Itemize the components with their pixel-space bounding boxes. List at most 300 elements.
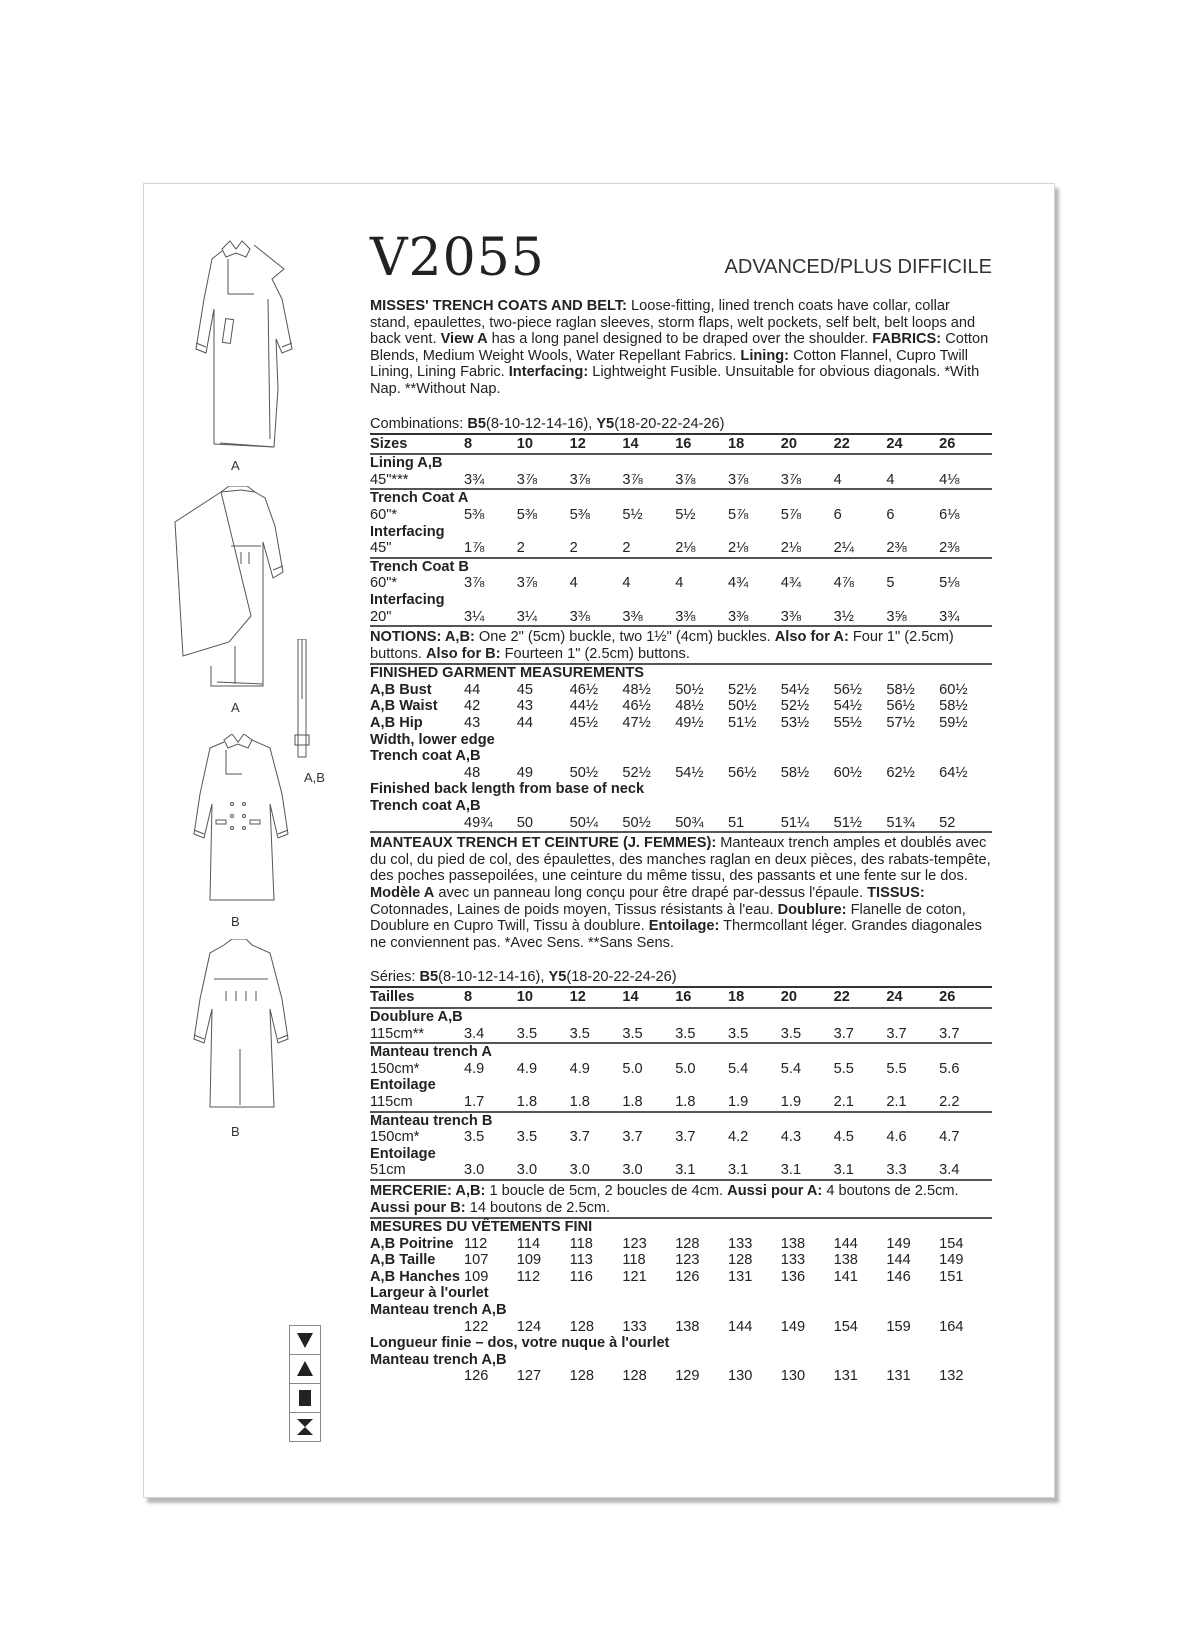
- measurement-cell: 58½: [886, 681, 915, 698]
- width-cell: 64½: [939, 764, 968, 781]
- yardage-row: [370, 540, 992, 558]
- sizes-label: Tailles: [370, 987, 464, 1008]
- yardage-cell: 3.0: [569, 1162, 590, 1179]
- yardage-title: Entoilage: [370, 1145, 436, 1162]
- length-cell: 129: [675, 1368, 700, 1385]
- measurement-cell: 144: [833, 1235, 858, 1252]
- measurement-cell: 149: [939, 1252, 964, 1269]
- yardage-cell: 3.1: [780, 1162, 802, 1179]
- yardage-row: [370, 609, 992, 626]
- width-row: [370, 765, 992, 782]
- combo-y5-sizes: (18-20-22-24-26): [614, 415, 725, 432]
- size-cell: 26: [939, 434, 992, 455]
- size-cell: 22: [834, 434, 887, 455]
- yardage-title-row: [370, 454, 992, 472]
- main-content: [370, 230, 992, 1385]
- size-cell: 12: [570, 987, 623, 1008]
- measurement-cell: 44: [464, 681, 481, 698]
- measurement-cell: 144: [886, 1252, 911, 1269]
- yardage-title: Trench Coat A: [370, 489, 992, 507]
- measurement-cell: 51½: [727, 715, 757, 732]
- measurement-row: [370, 682, 992, 699]
- measurement-cell: 118: [569, 1235, 593, 1252]
- yardage-cell: 4¾: [727, 575, 749, 592]
- length-cell: 50: [516, 814, 534, 831]
- width-sublabel: Trench coat A,B: [370, 748, 481, 765]
- yardage-title-row: [370, 1008, 992, 1026]
- measurement-cell: 44½: [569, 698, 598, 715]
- measurement-row: [370, 1269, 992, 1286]
- width-cell: 49: [516, 764, 534, 781]
- yardage-cell: 3.7: [833, 1025, 854, 1042]
- yardage-cell: 5⅞: [727, 506, 749, 523]
- interfacing-text: Thermcollant léger. Grandes diagonales ne conviennent pas. *Avec Sens. **Sans Sens.: [370, 918, 982, 951]
- measurement-label: A,B Hanches: [370, 1268, 461, 1285]
- yardage-cell: 3.5: [675, 1025, 696, 1042]
- width-sublabel: Manteau trench A,B: [370, 1302, 507, 1319]
- measurement-cell: 52½: [780, 698, 810, 715]
- size-cell: 8: [464, 434, 517, 455]
- measurement-cell: 58½: [939, 698, 968, 715]
- measurement-cell: 42: [464, 698, 481, 715]
- combo-b5: B5: [419, 969, 439, 986]
- measurement-cell: 128: [675, 1235, 700, 1252]
- yardage-title-row: [370, 1112, 992, 1130]
- measurement-cell: 126: [675, 1268, 700, 1285]
- notions-label: NOTIONS: A,B:: [370, 629, 475, 646]
- yardage-title-row: [370, 558, 992, 576]
- sizes-header-row: [370, 434, 992, 455]
- fabric-width: 150cm*: [370, 1129, 420, 1146]
- yardage-cell: 3.7: [675, 1129, 696, 1146]
- yardage-cell: 3¾: [464, 471, 485, 488]
- measurement-cell: 118: [622, 1252, 646, 1269]
- description-text: avec un panneau long conçu pour être drapé par-dessus l'épaule.: [434, 885, 868, 901]
- measurement-cell: 112: [464, 1235, 488, 1252]
- description-text: Loose-fitting, lined trench coats have collar, collar stand, epaulettes, two-piece raglan sleeves, storm flaps, welt pockets, self belt, belt loops and back vent.: [370, 298, 976, 348]
- measurement-cell: 60½: [939, 681, 968, 698]
- yardage-cell: 6: [833, 506, 842, 523]
- yardage-cell: 3⅜: [780, 608, 802, 625]
- width-label: Width, lower edge: [370, 731, 495, 748]
- yardage-cell: 5½: [622, 506, 643, 523]
- hourglass-icon: [289, 1412, 321, 1442]
- belt-illustration: [292, 639, 312, 759]
- size-cell: 10: [517, 987, 570, 1008]
- yardage-cell: 4: [569, 575, 578, 592]
- yardage-cell: 3⅞: [516, 471, 538, 488]
- length-row: [370, 815, 992, 832]
- view-a-label: Modèle A: [370, 885, 435, 901]
- view-label: A: [231, 458, 240, 473]
- measurement-cell: 48½: [675, 698, 704, 715]
- length-cell: 51½: [833, 814, 862, 831]
- yardage-cell: 3⅞: [516, 575, 538, 592]
- measurement-cell: 112: [516, 1268, 541, 1285]
- measurement-cell: 109: [516, 1252, 542, 1269]
- width-cell: 154: [833, 1318, 858, 1335]
- notions-a-text: 4 boutons de 2.5cm.: [822, 1182, 959, 1199]
- yardage-cell: 4¾: [780, 575, 802, 592]
- yardage-cell: 2.2: [939, 1093, 960, 1110]
- width-cell: 58½: [780, 764, 810, 781]
- width-cell: 48: [464, 764, 481, 781]
- yardage-cell: 3⅞: [675, 471, 696, 488]
- fabric-width: 45"***: [370, 471, 409, 488]
- description-heading: MISSES' TRENCH COATS AND BELT:: [370, 298, 627, 314]
- yardage-cell: 3.5: [622, 1025, 643, 1042]
- yardage-cell: 4: [833, 471, 842, 488]
- yardage-cell: 2⅛: [780, 540, 802, 557]
- length-cell: 50¼: [569, 814, 598, 831]
- yardage-cell: 5.0: [622, 1060, 643, 1077]
- yardage-cell: 3.5: [516, 1129, 538, 1146]
- view-a-front-illustration: [184, 239, 294, 454]
- measurement-cell: 57½: [886, 715, 915, 732]
- pattern-number: V2055: [370, 228, 545, 288]
- measurement-cell: 59½: [939, 715, 968, 732]
- size-cell: 26: [939, 987, 992, 1008]
- yardage-cell: 1.9: [727, 1093, 749, 1110]
- yardage-cell: 6⅛: [939, 506, 960, 523]
- yardage-cell: 5.6: [939, 1060, 960, 1077]
- yardage-cell: 2¼: [833, 540, 854, 557]
- combo-y5: Y5: [548, 969, 567, 986]
- width-cell: 54½: [675, 764, 704, 781]
- yardage-cell: 2⅛: [727, 540, 749, 557]
- yardage-cell: 2: [569, 540, 578, 557]
- notions-b-label: Also for B:: [425, 645, 501, 662]
- width-cell: 164: [939, 1318, 964, 1335]
- combo-b5-sizes: (8-10-12-14-16),: [486, 415, 597, 432]
- measurement-cell: 54½: [780, 681, 810, 698]
- measurement-cell: 154: [939, 1235, 964, 1252]
- yardage-title-row: [370, 1077, 992, 1094]
- yardage-cell: 4.3: [780, 1129, 802, 1146]
- notions-a-label: Also for A:: [774, 629, 849, 646]
- notions-a-label: Aussi pour A:: [727, 1182, 823, 1199]
- width-label: Largeur à l'ourlet: [370, 1285, 489, 1302]
- length-cell: 51¼: [780, 814, 810, 831]
- yardage-title-row: [370, 1146, 992, 1163]
- length-cell: 49¾: [464, 814, 493, 831]
- notions-text: 1 boucle de 5cm, 2 boucles de 4cm.: [485, 1182, 728, 1199]
- english-description: [370, 298, 992, 398]
- length-cell: 132: [939, 1368, 964, 1385]
- measurement-cell: 54½: [833, 698, 862, 715]
- measurement-label: A,B Poitrine: [370, 1235, 454, 1252]
- triangle-down-icon: [289, 1325, 321, 1354]
- measurement-cell: 43: [516, 698, 534, 715]
- measurement-cell: 45½: [569, 715, 598, 732]
- yardage-cell: 1.8: [516, 1093, 538, 1110]
- yardage-row: [370, 472, 992, 490]
- measurement-cell: 133: [780, 1252, 806, 1269]
- french-notions: [370, 1179, 992, 1217]
- length-cell: 130: [727, 1368, 753, 1385]
- yardage-cell: 3.1: [675, 1162, 696, 1179]
- yardage-title: Lining A,B: [370, 455, 443, 472]
- length-cell: 131: [833, 1368, 858, 1385]
- yardage-cell: 5.4: [727, 1060, 749, 1077]
- yardage-cell: 1.7: [464, 1093, 485, 1110]
- triangle-up-icon: [289, 1354, 321, 1383]
- yardage-cell: 3⅞: [622, 471, 643, 488]
- yardage-cell: 4.9: [516, 1060, 538, 1077]
- yardage-cell: 5⅜: [464, 506, 485, 523]
- yardage-cell: 5½: [675, 506, 696, 523]
- width-cell: 52½: [622, 764, 651, 781]
- yardage-cell: 3⅞: [780, 471, 802, 488]
- yardage-title: Doublure A,B: [370, 1008, 463, 1025]
- yardage-cell: 4.5: [833, 1129, 854, 1146]
- yardage-title: Manteau trench B: [370, 1112, 992, 1130]
- measurement-cell: 56½: [833, 681, 862, 698]
- fabric-width: 45": [370, 540, 392, 557]
- notions-b-text: Fourteen 1" (2.5cm) buttons.: [500, 645, 690, 662]
- yardage-cell: 3.7: [886, 1025, 907, 1042]
- notions-b-text: 14 boutons de 2.5cm.: [465, 1199, 611, 1216]
- measurement-cell: 121: [622, 1268, 647, 1285]
- measurement-cell: 149: [886, 1235, 911, 1252]
- view-label: A: [231, 700, 240, 715]
- yardage-cell: 3.0: [464, 1162, 485, 1179]
- yardage-cell: 5: [886, 575, 895, 592]
- yardage-cell: 3.1: [833, 1162, 854, 1179]
- yardage-cell: 5.0: [675, 1060, 696, 1077]
- lining-text: Flanelle de coton, Doublure en Cupro Twill, Tissu à doublure.: [370, 901, 966, 935]
- yardage-cell: 3.3: [886, 1162, 907, 1179]
- measurement-cell: 123: [675, 1252, 700, 1269]
- yardage-cell: 3¼: [516, 608, 538, 625]
- yardage-cell: 1.8: [569, 1093, 590, 1110]
- length-sublabel: Trench coat A,B: [370, 798, 481, 815]
- width-cell: 124: [516, 1318, 542, 1335]
- yardage-cell: 4.2: [727, 1129, 749, 1146]
- length-cell: 51¾: [886, 814, 915, 831]
- english-combinations: [370, 416, 992, 433]
- measurement-cell: 114: [516, 1235, 541, 1252]
- fabric-width: 60"*: [370, 506, 398, 523]
- measurement-row: [370, 1236, 992, 1253]
- view-label: B: [231, 914, 240, 929]
- yardage-cell: 3⅝: [886, 608, 907, 625]
- view-a-label: View A: [440, 331, 488, 348]
- length-cell: 128: [622, 1368, 647, 1385]
- yardage-title: Manteau trench A: [370, 1043, 992, 1061]
- measurement-cell: 141: [833, 1268, 858, 1285]
- lining-text: Cotton Flannel, Cupro Twill Lining, Lining Fabric.: [370, 347, 969, 381]
- measurement-cell: 50½: [675, 681, 704, 698]
- notions-label: MERCERIE: A,B:: [370, 1182, 486, 1199]
- english-finished-measurements: [370, 663, 992, 831]
- measurement-label: A,B Waist: [370, 698, 438, 715]
- width-cell: 133: [622, 1318, 647, 1335]
- yardage-title-row: [370, 524, 992, 541]
- measurement-cell: 53½: [780, 715, 810, 732]
- yardage-cell: 3¼: [464, 608, 485, 625]
- measurement-row: [370, 698, 992, 715]
- length-sublabel: Manteau trench A,B: [370, 1351, 507, 1368]
- width-cell: 144: [727, 1318, 753, 1335]
- finished-heading: FINISHED GARMENT MEASUREMENTS: [370, 665, 645, 682]
- size-cell: 10: [517, 434, 570, 455]
- fabrics-text: Cotton Blends, Medium Weight Wools, Water Repellant Fabrics.: [370, 331, 989, 364]
- measurement-cell: 50½: [727, 698, 757, 715]
- yardage-cell: 4.9: [464, 1060, 485, 1077]
- measurement-cell: 151: [939, 1268, 964, 1285]
- view-b-front-illustration: [180, 734, 295, 904]
- yardage-title: Trench Coat B: [370, 558, 992, 576]
- size-cell: 20: [781, 434, 834, 455]
- yardage-cell: 3.5: [569, 1025, 590, 1042]
- yardage-cell: 4: [886, 471, 895, 488]
- yardage-cell: 3⅞: [464, 575, 485, 592]
- yardage-cell: 4⅛: [939, 471, 960, 488]
- width-cell: 122: [464, 1318, 489, 1335]
- measurement-label: A,B Bust: [370, 681, 432, 698]
- yardage-cell: 2⅛: [675, 540, 696, 557]
- combo-b5-sizes: (8-10-12-14-16),: [438, 969, 549, 986]
- measurement-cell: 131: [727, 1268, 753, 1285]
- interfacing-label: Interfacing:: [508, 364, 589, 381]
- yardage-row: [370, 1061, 992, 1078]
- measurement-label: A,B Hip: [370, 715, 423, 732]
- yardage-cell: 3⅜: [675, 608, 696, 625]
- combo-y5-sizes: (18-20-22-24-26): [566, 969, 677, 986]
- yardage-cell: 3.5: [780, 1025, 802, 1042]
- yardage-row: [370, 1129, 992, 1146]
- yardage-cell: 3½: [833, 608, 854, 625]
- measurement-cell: 47½: [622, 715, 651, 732]
- yardage-cell: 3.5: [516, 1025, 538, 1042]
- yardage-cell: 3.1: [727, 1162, 749, 1179]
- yardage-cell: 3.7: [569, 1129, 590, 1146]
- view-b-back-illustration: [180, 939, 295, 1114]
- yardage-title: Interfacing: [370, 523, 445, 540]
- size-cell: 14: [622, 434, 675, 455]
- length-cell: 130: [780, 1368, 806, 1385]
- fabrics-label: TISSUS:: [867, 885, 925, 901]
- illustrations-column: [144, 184, 359, 1497]
- width-cell: 50½: [569, 764, 598, 781]
- length-cell: 126: [464, 1368, 489, 1385]
- lining-label: Doublure:: [777, 901, 847, 918]
- yardage-cell: 1.9: [780, 1093, 802, 1110]
- notions-a-text: Four 1" (2.5cm) buttons.: [370, 629, 954, 662]
- view-a-back-illustration: [169, 486, 299, 696]
- measurement-cell: 45: [516, 681, 534, 698]
- measurement-cell: 48½: [622, 681, 651, 698]
- width-cell: 138: [675, 1318, 700, 1335]
- yardage-cell: 4.7: [939, 1129, 960, 1146]
- size-cell: 16: [675, 434, 728, 455]
- sizes-label: Sizes: [370, 434, 464, 455]
- yardage-cell: 5⅞: [780, 506, 802, 523]
- notions-text: One 2" (5cm) buckle, two 1½" (4cm) buckles.: [474, 629, 775, 646]
- width-row: [370, 1319, 992, 1336]
- yardage-cell: 3.0: [622, 1162, 643, 1179]
- yardage-cell: 3.4: [939, 1162, 960, 1179]
- size-cell: 16: [675, 987, 728, 1008]
- measurement-cell: 46½: [569, 681, 598, 698]
- measurement-cell: 116: [569, 1268, 593, 1285]
- length-label: Finished back length from base of neck: [370, 781, 645, 798]
- width-cell: 128: [569, 1318, 594, 1335]
- yardage-cell: 2.1: [886, 1093, 907, 1110]
- size-cell: 8: [464, 987, 517, 1008]
- yardage-row: [370, 1026, 992, 1044]
- size-cell: 20: [781, 987, 834, 1008]
- yardage-row: [370, 575, 992, 592]
- measurement-row: [370, 715, 992, 732]
- size-cell: 24: [886, 987, 939, 1008]
- view-label: A,B: [304, 770, 325, 785]
- yardage-cell: 6: [886, 506, 895, 523]
- width-cell: 149: [780, 1318, 806, 1335]
- yardage-cell: 3⅜: [622, 608, 643, 625]
- view-label: B: [231, 1124, 240, 1139]
- yardage-cell: 3.7: [939, 1025, 960, 1042]
- fabric-width: 115cm**: [370, 1025, 425, 1042]
- size-cell: 18: [728, 434, 781, 455]
- fabric-width: 60"*: [370, 575, 398, 592]
- yardage-cell: 3.7: [622, 1129, 643, 1146]
- yardage-title: Interfacing: [370, 591, 445, 608]
- french-description: [370, 831, 992, 951]
- yardage-cell: 4.9: [569, 1060, 590, 1077]
- square-icon: [289, 1383, 321, 1412]
- yardage-cell: 3.5: [727, 1025, 749, 1042]
- length-cell: 50¾: [675, 814, 704, 831]
- yardage-title-row: [370, 489, 992, 507]
- measurement-cell: 49½: [675, 715, 704, 732]
- yardage-cell: 5⅜: [516, 506, 538, 523]
- interfacing-label: Entoilage:: [648, 918, 720, 935]
- yardage-cell: 2.1: [833, 1093, 854, 1110]
- measurement-cell: 146: [886, 1268, 911, 1285]
- yardage-cell: 5⅜: [569, 506, 590, 523]
- measurement-cell: 55½: [833, 715, 862, 732]
- yardage-cell: 2⅜: [886, 540, 907, 557]
- title-row: [370, 230, 992, 292]
- length-cell: 51: [727, 814, 745, 831]
- measurement-cell: 43: [464, 715, 481, 732]
- fabrics-label: FABRICS:: [872, 331, 942, 348]
- width-cell: 62½: [886, 764, 915, 781]
- yardage-cell: 2⅜: [939, 540, 960, 557]
- size-cell: 14: [622, 987, 675, 1008]
- width-cell: 56½: [727, 764, 757, 781]
- yardage-cell: 4: [622, 575, 631, 592]
- english-yardage-table: [370, 433, 992, 626]
- yardage-cell: 3.0: [516, 1162, 538, 1179]
- size-cell: 22: [834, 987, 887, 1008]
- measurement-cell: 46½: [622, 698, 651, 715]
- yardage-title: Entoilage: [370, 1077, 436, 1094]
- yardage-cell: 3⅞: [569, 471, 590, 488]
- combinations-label: Séries:: [370, 969, 420, 986]
- size-cell: 24: [886, 434, 939, 455]
- yardage-cell: 4.6: [886, 1129, 907, 1146]
- interfacing-text: Lightweight Fusible. Unsuitable for obvious diagonals. *With Nap. **Without Nap.: [370, 364, 980, 397]
- french-yardage-table: [370, 986, 992, 1179]
- yardage-cell: 3⅞: [727, 471, 749, 488]
- description-heading: MANTEAUX TRENCH ET CEINTURE (J. FEMMES):: [370, 835, 717, 852]
- yardage-cell: 5.5: [886, 1060, 907, 1077]
- measurement-cell: 109: [464, 1268, 489, 1285]
- measurement-cell: 107: [464, 1252, 489, 1269]
